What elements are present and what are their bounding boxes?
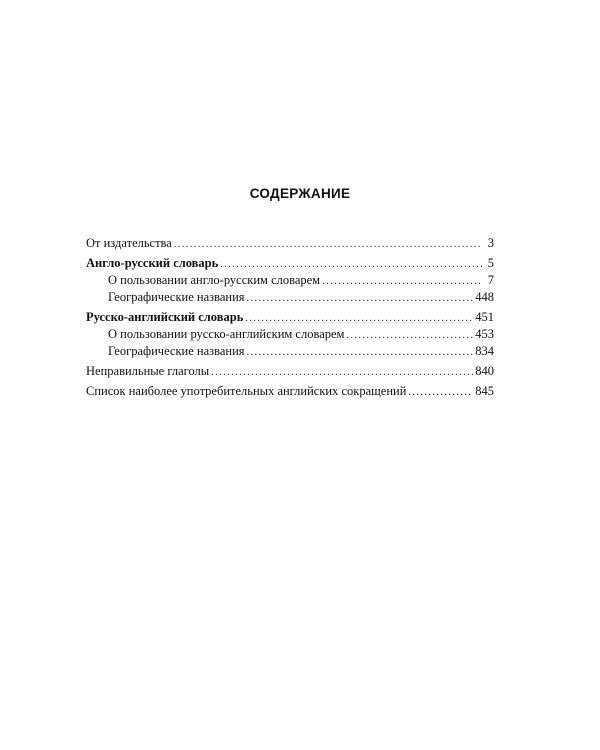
- toc-entry-label: Англо-русский словарь: [86, 256, 219, 270]
- dot-leader: [247, 290, 474, 307]
- toc-subentry-usage-en-ru: [86, 272, 494, 289]
- dot-leader: [346, 327, 473, 344]
- toc-entry-english-russian: [86, 255, 494, 272]
- toc-entry-label: О пользовании русско-английским словарем: [108, 327, 345, 341]
- toc-entry-page: 845: [475, 384, 494, 398]
- dot-leader: [220, 256, 482, 273]
- toc-entry-page: 448: [475, 290, 494, 304]
- toc-entry-page: 7: [487, 273, 494, 287]
- toc-subentry-geo-names-2: [86, 343, 494, 360]
- toc-entry-page: 840: [475, 364, 494, 378]
- toc-entry-label: Географические названия: [108, 290, 245, 304]
- page-title: СОДЕРЖАНИЕ: [249, 186, 351, 201]
- dot-leader: [245, 310, 473, 327]
- toc-entry-russian-english: [86, 309, 494, 326]
- toc-entry-page: 5: [487, 256, 494, 270]
- toc-entry-page: 453: [475, 327, 494, 341]
- toc-entry-label: Географические названия: [108, 344, 245, 358]
- toc-subentry-geo-names-1: [86, 289, 494, 306]
- toc-entry-label: От издательства: [86, 236, 172, 250]
- toc-entry-abbreviations: [86, 383, 494, 400]
- toc-subentry-usage-ru-en: [86, 326, 494, 343]
- toc-entry-page: 451: [475, 310, 494, 324]
- toc-entry-page: 834: [475, 344, 494, 358]
- dot-leader: [247, 344, 474, 361]
- toc-entry-label: Русско-английский словарь: [86, 310, 244, 324]
- dot-leader: [174, 236, 482, 253]
- toc-entry-page: 3: [487, 236, 494, 250]
- toc-entry-irregular-verbs: [86, 363, 494, 380]
- dot-leader: [211, 364, 473, 381]
- table-of-contents: [86, 232, 494, 400]
- toc-entry-publisher-note: [86, 235, 494, 252]
- dot-leader: [322, 273, 482, 290]
- dot-leader: [408, 384, 473, 401]
- toc-entry-label: О пользовании англо-русским словарем: [108, 273, 321, 287]
- toc-entry-label: Неправильные глаголы: [86, 364, 210, 378]
- toc-entry-label: Список наиболее употребительных английских сокращений: [86, 384, 407, 398]
